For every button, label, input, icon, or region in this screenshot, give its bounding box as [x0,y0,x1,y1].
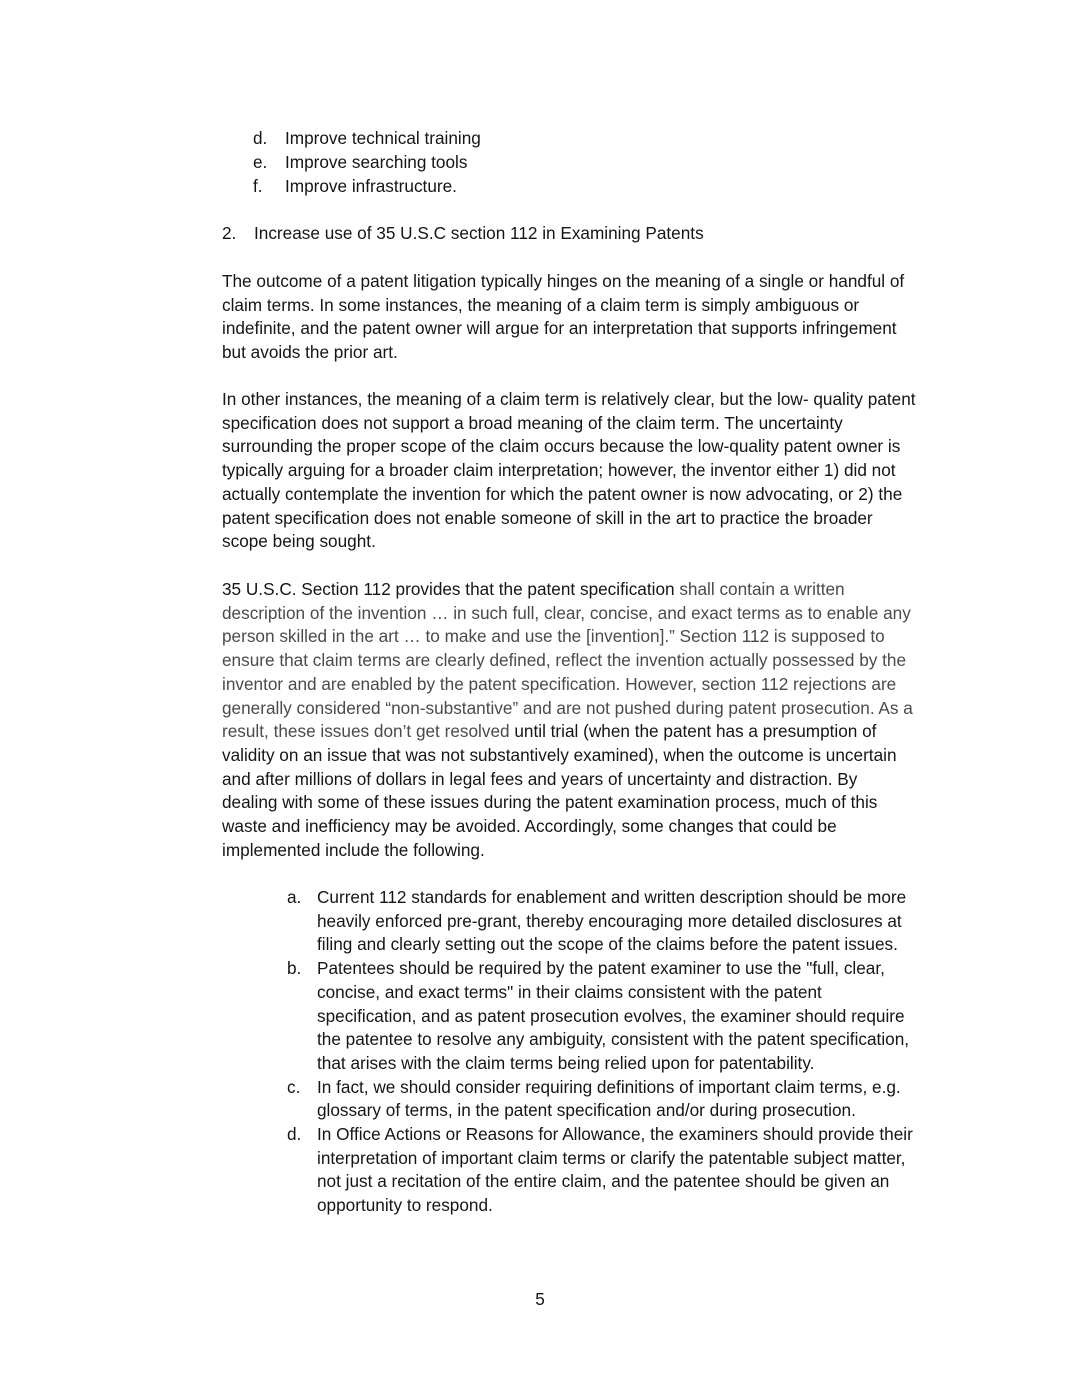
list-marker: a. [287,887,302,907]
text-line: Current 112 standards for enablement and written description should be more [317,887,907,907]
text-line: validity on an issue that was not substantively examined), when the outcome is uncertain [222,744,897,765]
text-run: 35 U.S.C. Section 112 provides that the patent specification [222,579,675,599]
list-item-text [317,957,913,1076]
text-line: and after millions of dollars in legal fees and years of uncertainty and distraction. By [222,768,858,789]
list-item-text: Improve searching tools [285,152,468,172]
list-item-text [317,1076,913,1123]
text-line: claim terms. In some instances, the meaning of a claim term is simply ambiguous or [222,294,860,315]
list-marker: e. [253,152,268,172]
quoted-text-line: description of the invention … in such full, clear, concise, and exact terms as to enable any [222,602,911,623]
recommendation-list [287,886,913,1218]
text-line: patent specification does not enable someone of skill in the art to practice the broader [222,507,873,528]
text-line: interpretation of important claim terms or clarify the patentable subject matter, [317,1147,906,1168]
list-item-text [317,1123,913,1218]
paragraph-3 [222,578,982,862]
text-line: Patentees should be required by the patent examiner to use the "full, clear, [317,958,885,979]
quoted-text-run: result, these issues don’t get resolved [222,721,510,742]
section-title: Increase use of 35 U.S.C section 112 in Examining Patents [254,223,704,243]
quoted-text-line: person skilled in the art … to make and use the [invention].” Section 112 is supposed to [222,626,885,647]
text-line [222,578,982,602]
list-item [287,1076,913,1123]
list-marker: b. [287,958,302,979]
text-line: the patentee to resolve any ambiguity, consistent with the patent specification, [317,1029,910,1050]
text-line: heavily enforced pre-grant, thereby encouraging more detailed disclosures at [317,910,902,931]
list-item [287,957,913,1076]
list-item [287,1123,913,1218]
text-line: glossary of terms, in the patent specification and/or during prosecution. [317,1100,856,1121]
quoted-text-line: inventor and are enabled by the patent specification. However, section 112 rejections are [222,673,897,694]
text-line: implemented include the following. [222,839,485,860]
text-line: that arises with the claim terms being relied upon for patentability. [317,1052,815,1073]
text-line: filing and clearly setting out the scope of the claims before the patent issues. [317,934,898,955]
quoted-text-run: shall contain a written [674,579,845,599]
text-line: The outcome of a patent litigation typically hinges on the meaning of a single or handful of [222,271,905,291]
text-line: actually contemplate the invention for which the patent owner is now advocating, or 2) the [222,483,903,504]
text-run: until trial (when the patent has a presumption of [509,721,877,742]
text-line: indefinite, and the patent owner will argue for an interpretation that supports infringement [222,318,897,339]
text-line: but avoids the prior art. [222,342,398,363]
paragraph-2 [222,388,982,554]
page-number: 5 [535,1289,545,1309]
quoted-text-line: generally considered “non-substantive” and are not pushed during patent prosecution. As a [222,697,913,718]
list-item-text: Improve technical training [285,128,481,148]
text-line: In Office Actions or Reasons for Allowance, the examiners should provide their [317,1124,913,1145]
paragraph-1 [222,270,982,365]
text-line: dealing with some of these issues during the patent examination process, much of this [222,792,878,813]
quoted-text-line: ensure that claim terms are clearly defined, reflect the invention actually possessed by the [222,650,907,671]
text-line: not just a recitation of the entire claim, and the patentee should be given an [317,1171,890,1192]
text-line: surrounding the proper scope of the claim occurs because the low-quality patent owner is [222,436,901,457]
list-marker: f. [253,176,263,196]
list-item-text [317,886,913,957]
text-line [222,720,982,744]
text-line: concise, and exact terms" in their claims consistent with the patent [317,981,822,1002]
text-line: scope being sought. [222,531,376,552]
list-marker: d. [253,128,268,148]
section-number: 2. [222,223,237,243]
list-item-text: Improve infrastructure. [285,176,457,196]
text-line: waste and inefficiency may be avoided. Accordingly, some changes that could be [222,816,837,837]
list-marker: d. [287,1124,302,1145]
text-line: specification, and as patent prosecution evolves, the examiner should require [317,1005,905,1026]
text-line: In fact, we should consider requiring definitions of important claim terms, e.g. [317,1076,901,1097]
text-line: opportunity to respond. [317,1195,493,1216]
list-marker: c. [287,1076,301,1097]
list-item [287,886,913,957]
text-line: specification does not support a broad meaning of the claim term. The uncertainty [222,412,843,433]
text-line: In other instances, the meaning of a claim term is relatively clear, but the low- quality patent [222,389,916,409]
text-line: typically arguing for a broader claim interpretation; however, the inventor either 1) did not [222,460,896,481]
